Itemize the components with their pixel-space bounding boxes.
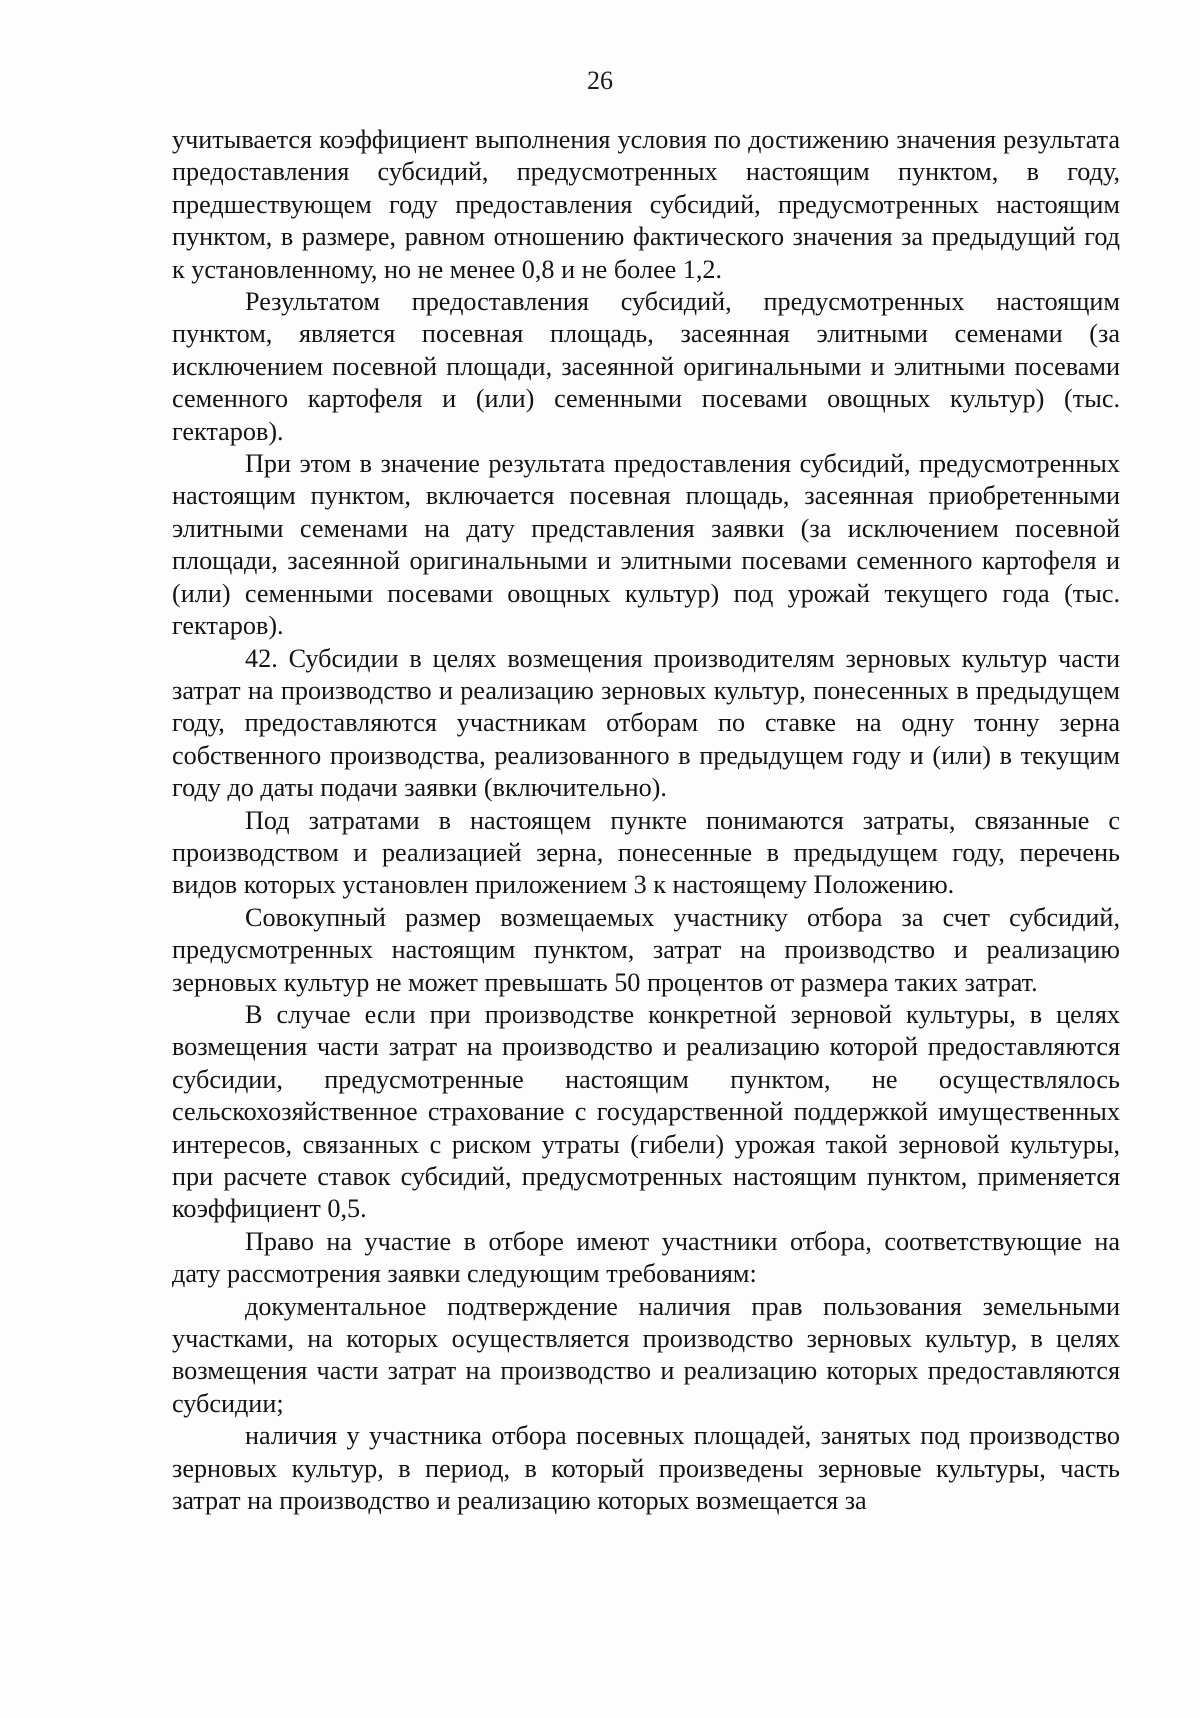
paragraph-continuation: учитывается коэффициент выполнения условия по достижению значения результата предоставления субсидий, предусмотренных настоящим пунктом, в году, предшествующем году предоставления субсидий, предусмотренных настоящим пунктом, в размере, равном отношению фактического значения за предыдущий год к установленному, но не менее 0,8 и не более 1,2.: [172, 125, 1120, 284]
paragraph-result-definition: Результатом предоставления субсидий, предусмотренных настоящим пунктом, является посевная площадь, засеянная элитными семенами (за исключением посевной площади, засеянной оригинальными и элитными посевами семенного картофеля и (или) семенными посевами овощных культур) (тыс. гектаров).: [172, 287, 1120, 446]
paragraph-requirement-sown-areas: наличия у участника отбора посевных площадей, занятых под производство зерновых культур, в период, в который произведены зерновые культуры, часть затрат на производство и реализацию которых возмещается за: [172, 1421, 1120, 1516]
paragraph-insurance-coefficient: В случае если при производстве конкретной зерновой культуры, в целях возмещения части затрат на производство и реализацию которой предоставляются субсидии, предусмотренные настоящим пунктом, не осуществлялось сельскохозяйственное страхование с государственной поддержкой имущественных интересов, связанных с риском утраты (гибели) урожая такой зерновой культуры, при расчете ставок субсидий, предусмотренных настоящим пунктом, применяется коэффициент 0,5.: [172, 999, 1120, 1224]
paragraph-total-amount: Совокупный размер возмещаемых участнику отбора за счет субсидий, предусмотренных настоящим пунктом, затрат на производство и реализацию зерновых культур не может превышать 50 процентов от размера таких затрат.: [172, 902, 1120, 997]
document-body: [172, 124, 1120, 1517]
paragraph-item-42: 42. Субсидии в целях возмещения производителям зерновых культур части затрат на производство и реализацию зерновых культур, понесенных в предыдущем году, предоставляются участникам отборам по ставке на одну тонну зерна собственного производства, реализованного в предыдущем году и (или) в текущим году до даты подачи заявки (включительно).: [172, 643, 1120, 803]
paragraph-participation-right: Право на участие в отборе имеют участники отбора, соответствующие на дату рассмотрения заявки следующим требованиям:: [172, 1226, 1120, 1289]
page-number: 26: [587, 66, 613, 95]
paragraph-result-inclusion: При этом в значение результата предоставления субсидий, предусмотренных настоящим пунктом, включается посевная площадь, засеянная приобретенными элитными семенами на дату представления заявки (за исключением посевной площади, засеянной оригинальными и элитными посевами семенного картофеля и (или) семенными посевами овощных культур) под урожай текущего года (тыс. гектаров).: [172, 449, 1120, 641]
paragraph-costs-definition: Под затратами в настоящем пункте понимаются затраты, связанные с производством и реализацией зерна, понесенные в предыдущем году, перечень видов которых установлен приложением 3 к настоящему Положению.: [172, 805, 1120, 900]
paragraph-requirement-land-rights: документальное подтверждение наличия прав пользования земельными участками, на которых осуществляется производство зерновых культур, в целях возмещения части затрат на производство и реализацию которых предоставляются субсидии;: [172, 1291, 1120, 1418]
